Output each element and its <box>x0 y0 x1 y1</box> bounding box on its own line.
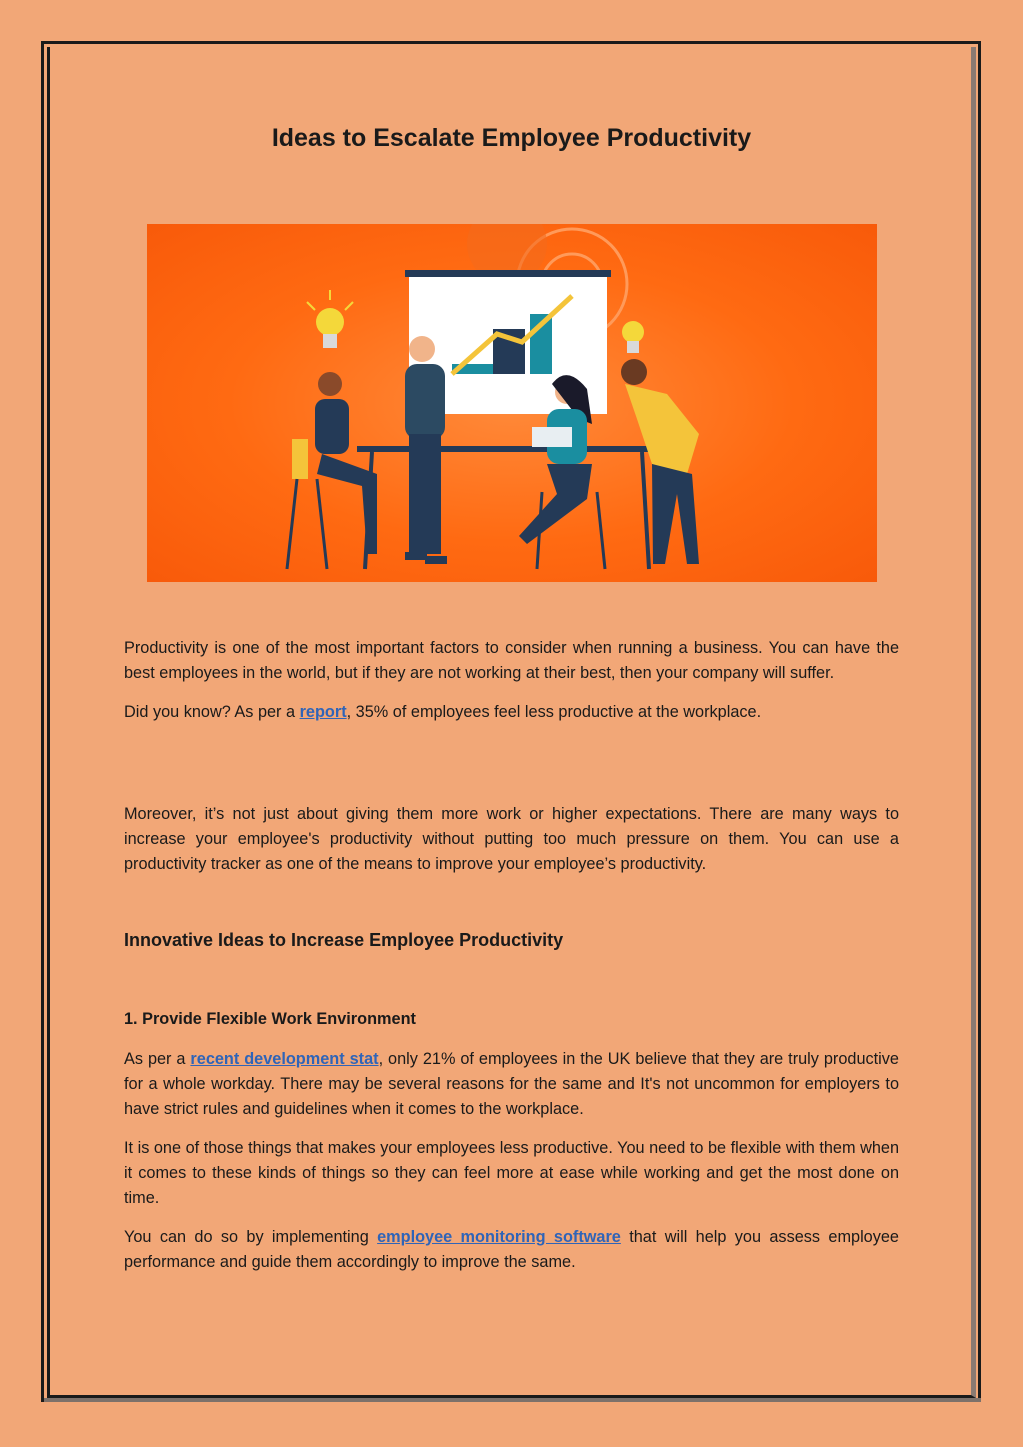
recent-development-stat-link[interactable]: recent development stat <box>190 1050 379 1068</box>
section1-paragraph-2: It is one of those things that makes your employees less productive. You need to be flexible with them when it comes to these kinds of things so they can feel more at ease while working and get the most done on time. <box>124 1139 899 1207</box>
lightbulb-icon <box>307 290 353 348</box>
section-heading: Innovative Ideas to Increase Employee Productivity <box>124 930 564 950</box>
intro-paragraph-1: Productivity is one of the most important factors to consider when running a business. You can have the best employees in the world, but if they are not working at their best, then your company will suffer. <box>124 639 899 682</box>
section1-paragraph-1 <box>124 1047 899 1122</box>
section1-body <box>124 1047 899 1275</box>
hero-illustration <box>147 224 877 582</box>
section1-heading: 1. Provide Flexible Work Environment <box>124 1010 416 1028</box>
page-border-shadow <box>44 1398 981 1402</box>
section1-p3-text-after: that will help you assess employee performance and guide them accordingly to improve the same. <box>124 1228 899 1271</box>
employee-monitoring-software-link[interactable]: employee monitoring software <box>377 1228 621 1246</box>
page-title: Ideas to Escalate Employee Productivity <box>271 124 752 152</box>
intro-section <box>124 636 899 725</box>
intro-p2-text-after: , 35% of employees feel less productive at the workplace. <box>346 703 762 721</box>
report-link[interactable]: report <box>299 703 347 721</box>
intro-paragraph-3: Moreover, it’s not just about giving them more work or higher expectations. There are many ways to increase your employee's productivity without putting too much pressure on them. You can use a productivity tracker as one of the means to improve your employee’s productivity. <box>124 805 899 873</box>
lightbulb-icon <box>622 321 644 353</box>
intro-paragraph-2 <box>124 700 899 725</box>
intro-p2-text: Did you know? As per a <box>124 703 300 721</box>
section1-p3-text: You can do so by implementing <box>124 1228 378 1246</box>
section1-p1-text-after: , only 21% of employees in the UK believe that they are truly productive for a whole workday. There may be several reasons for the same and It's not uncommon for employers to have strict rules and guidelines when it comes to the workplace. <box>124 1050 899 1118</box>
section1-p1-text: As per a <box>124 1050 191 1068</box>
intro-section-2 <box>124 802 899 877</box>
section1-paragraph-3 <box>124 1225 899 1275</box>
